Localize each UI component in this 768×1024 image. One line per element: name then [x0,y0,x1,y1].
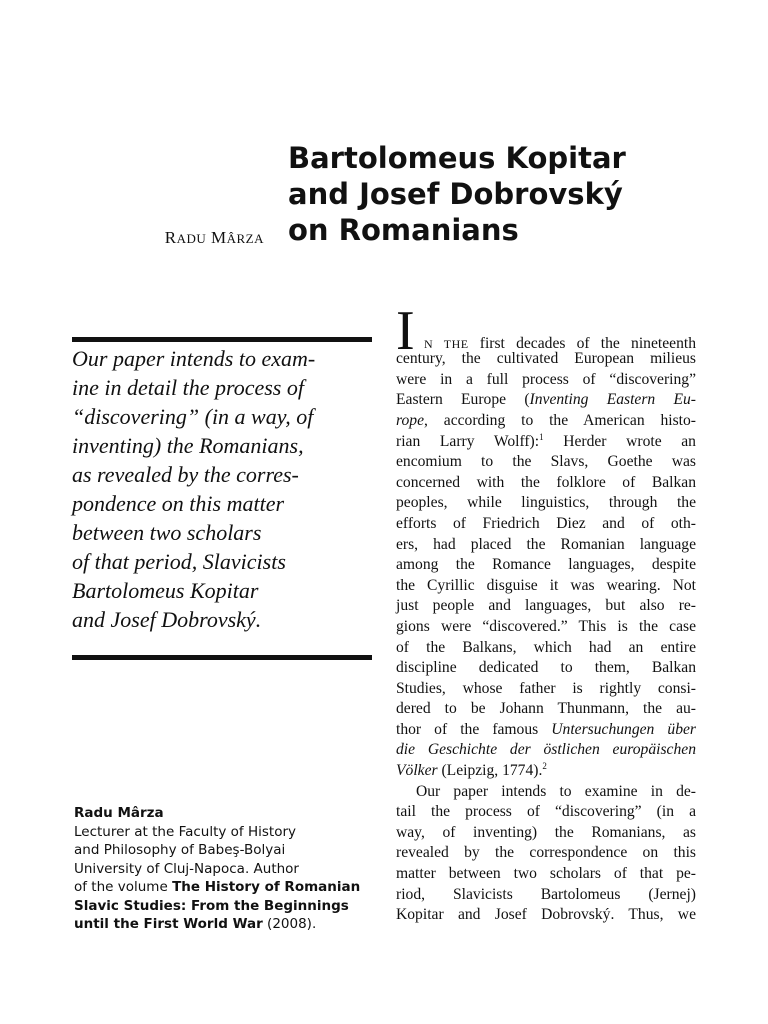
body-line: concerned with the folklore of Balkan [396,473,696,491]
pull-quote-line: as revealed by the corres- [72,462,299,487]
pull-quote-top-rule [72,337,372,342]
body-line: discipline dedicated to them, Balkan [396,659,696,677]
body-first-line: N THE first decades of the nineteenth [424,335,696,352]
bio-line: University of Cluj-Napoca. Author [74,860,299,877]
bio-line: and Philosophy of Babeş-Bolyai [74,842,286,858]
body-line: thor of the famous Untersuchungen über [396,720,696,738]
bio-name: Radu Mârza [74,805,164,821]
body-line: just people and languages, but also re- [396,597,696,615]
drop-cap: I [396,300,415,362]
body-line: century, the cultivated European milieus [396,350,696,368]
pull-quote-line: inventing) the Romanians, [72,433,304,458]
pull-quote-line: “discovering” (in a way, of [72,404,314,429]
article-title [288,140,748,248]
body-line: peoples, while linguistics, through the [396,494,696,512]
pull-quote-line: Bartolomeus Kopitar [72,578,259,603]
bio-book-title: Slavic Studies: From the Beginnings [74,897,349,914]
pull-quote-line: of that period, Slavicists [72,549,286,574]
bio-line: Lecturer at the Faculty of History [74,823,296,840]
body-line: Völker (Leipzig, 1774).$^2$ [396,760,547,780]
author-bio: Radu Mârza Lecturer at the Faculty of History and Philosophy of Babeş-Bolyai University of Cluj-Napoca. Author of the volume The History of Romanian Slavic Studies: From the Beginnings until the First World War (2008). [74,804,364,934]
body-line: efforts of Friedrich Diez and of oth- [396,514,696,532]
body-line: Kopitar and Josef Dobrovský. Thus, we [396,906,696,924]
pull-quote-line: pondence on this matter [72,491,285,516]
pull-quote-line: and Josef Dobrovský. [72,607,262,632]
body-line: Our paper intends to examine in de- [416,782,696,800]
body-line: matter between two scholars of that pe- [396,865,696,883]
body-line: way, of inventing) the Romanians, as [396,823,696,841]
body-line: Eastern Europe (Inventing Eastern Eu- [396,391,696,409]
body-line: die Geschichte der östlichen europäischen [396,741,696,759]
bio-book-title: The History of Romanian [172,879,361,895]
title-line-1: Bartolomeus Kopitar [288,141,626,175]
body-line: of the Balkans, which had an entire [396,638,696,656]
bio-book-title: until the First World War [74,916,263,932]
body-line: riod, Slavicists Bartolomeus (Jernej) [396,885,696,903]
body-line: revealed by the correspondence on this [396,844,696,862]
author-name: RADU MÂRZA [164,228,264,247]
body-line: gions were “discovered.” This is the case [396,617,696,635]
pull-quote-line: Our paper intends to exam- [72,346,316,371]
pull-quote-line: between two scholars [72,520,262,545]
body-text [396,308,696,926]
title-line-2: and Josef Dobrovský [288,177,623,211]
pull-quote-bottom-rule [72,655,372,660]
body-line: among the Romance languages, despite [396,556,696,574]
body-line: Studies, whose father is rightly consi- [396,679,696,697]
pull-quote-line: ine in detail the process of [72,375,304,400]
body-line: ers, had placed the Romanian language [396,535,696,553]
body-line: encomium to the Slavs, Goethe was [396,453,696,471]
body-line: rope, according to the American histo- [396,411,696,429]
body-line: were in a full process of “discovering” [396,370,696,388]
body-line: dered to be Johann Thunmann, the au- [396,700,696,718]
body-line: the Cyrillic disguise it was wearing. Not [396,576,696,594]
title-line-3: on Romanians [288,213,519,247]
pull-quote [72,344,382,634]
body-line: rian Larry Wolff):$^1$ Herder wrote an [396,431,696,450]
body-line: tail the process of “discovering” (in a [396,803,696,821]
